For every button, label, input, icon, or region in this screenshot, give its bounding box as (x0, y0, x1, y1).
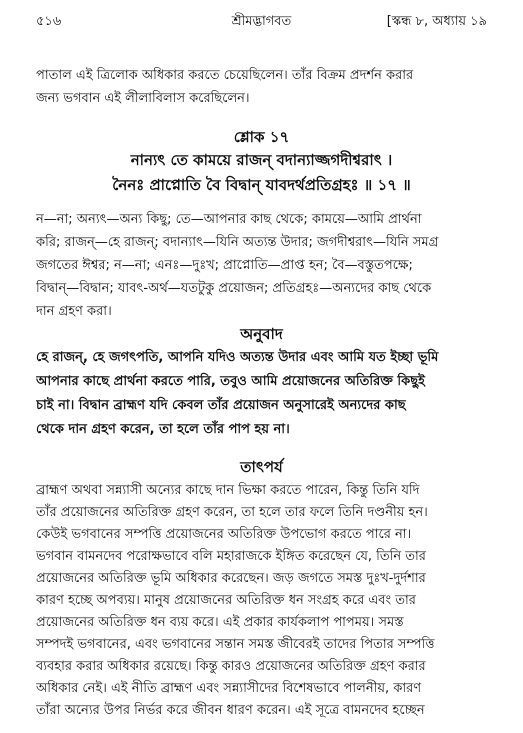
purport-title: তাৎপর্য (240, 458, 283, 476)
purport-line: সম্পদই ভগবানের, এবং ভগবানের সন্তান সমস্ত জীবেরই তাদের পিতার সম্পত্তি (36, 637, 435, 652)
purport-line: প্রয়োজনের অতিরিক্ত ভূমি অধিকার করেছেন। জড় জগতে সমস্ত দুঃখ-দুর্দশার (36, 571, 426, 586)
purport-paragraph (36, 480, 487, 722)
purport-line: ব্রাহ্মণ অথবা সন্ন্যাসী অন্যের কাছে দান ভিক্ষা করতে পারেন, কিন্তু তিনি যদি (36, 483, 420, 498)
purport-line: ব্যবহার করার অধিকার রয়েছে। কিন্তু কারও প্রয়োজনের অতিরিক্ত গ্রহণ করার (36, 659, 426, 674)
chapter-reference: [স্কন্ধ ৮, অধ্যায় ১৯ (386, 14, 487, 29)
purport-line: ভগবান বামনদেব পরোক্ষভাবে বলি মহারাজকে ইঙ্গিত করেছেন যে, তিনি তার (36, 549, 426, 564)
page-number: ৫১৬ (36, 14, 62, 29)
book-title: শ্রীমদ্ভাগবত (231, 14, 292, 29)
intro-line: জন্য ভগবান এই লীলাবিলাস করেছিলেন। (36, 91, 250, 106)
translation-line: আপনার কাছে প্রার্থনা করতে পারি, তবুও আমি প্রয়োজনের অতিরিক্ত কিছুই (36, 374, 425, 389)
translation-line: থেকে দান গ্রহণ করেন, তা হলে তাঁর পাপ হয় না। (36, 422, 290, 437)
intro-line: পাতাল এই ত্রিলোক অধিকার করতে চেয়েছিলেন। তাঁর বিক্রম প্রদর্শন করার (36, 68, 414, 83)
verse-line-2: নৈনঃ প্রাপ্নোতি বৈ বিদ্বান্ যাবদর্থপ্রতিগ্রহঃ ॥ ১৭ ॥ (112, 176, 411, 194)
shloka-title: শ্লোক ১৭ (233, 128, 290, 146)
word-meaning-line: জগতের ঈশ্বর; ন—না; এনঃ—দুঃখ; প্রাপ্নোতি—প্রাপ্ত হন; বৈ—বস্তুতপক্ষে; (36, 258, 413, 273)
purport-line: প্রয়োজনের অতিরিক্ত ধন ব্যয় করে। এই প্রকার কার্যকলাপ পাপময়। সমস্ত (36, 615, 404, 630)
purport-line: তাঁরা অন্যের উপর নির্ভর করে জীবন ধারণ করেন। এই সূত্রে বামনদেব হচ্ছেন (36, 703, 425, 718)
purport-line: তাঁর প্রয়োজনের অতিরিক্ত গ্রহণ করেন, তা হলে তার ফলে তিনি দণ্ডনীয় হন। (36, 505, 428, 520)
word-meaning-line: দান গ্রহণ করা। (36, 304, 112, 319)
translation-line: হে রাজন্, হে জগৎপতি, আপনি যদিও অত্যন্ত উদার এবং আমি যত ইচ্ছা ভূমি (36, 350, 439, 365)
intro-paragraph (36, 64, 487, 110)
word-meanings (36, 208, 487, 323)
translation-line: চাই না। বিদ্বান ব্রাহ্মণ যদি কেবল তাঁর প্রয়োজন অনুসারেই অন্যদের কাছ (36, 398, 406, 413)
translation-paragraph (36, 346, 487, 442)
verse-line-1: নান্যৎ তে কাময়ে রাজন্ বদান্যাজ্জগদীশ্বরাৎ । (130, 151, 393, 169)
translation-title: অনুবাদ (240, 325, 283, 343)
purport-line: কেউই ভগবানের সম্পত্তি প্রয়োজনের অতিরিক্ত উপভোগ করতে পারে না। (36, 527, 412, 542)
purport-line: কারণ হচ্ছে অপব্যয়। মানুষ প্রয়োজনের অতিরিক্ত ধন সংগ্রহ করে এবং তার (36, 593, 416, 608)
purport-line: অধিকার নেই। এই নীতি ব্রাহ্মণ এবং সন্ন্যাসীদের বিশেষভাবে পালনীয়, কারণ (36, 681, 422, 696)
page-header (36, 12, 487, 32)
word-meaning-line: ন—না; অন্যৎ—অন্য কিছু; তে—আপনার কাছ থেকে; কাময়ে—আমি প্রার্থনা (36, 212, 422, 227)
word-meaning-line: করি; রাজন্—হে রাজন্; বদান্যাৎ—যিনি অত্যন্ত উদার; জগদীশ্বরাৎ—যিনি সমগ্র (36, 235, 439, 250)
word-meaning-line: বিদ্বান্—বিদ্বান; যাবৎ-অর্থ—যতটুকু প্রয়োজন; প্রতিগ্রহঃ—অন্যদের কাছ থেকে (36, 281, 432, 296)
